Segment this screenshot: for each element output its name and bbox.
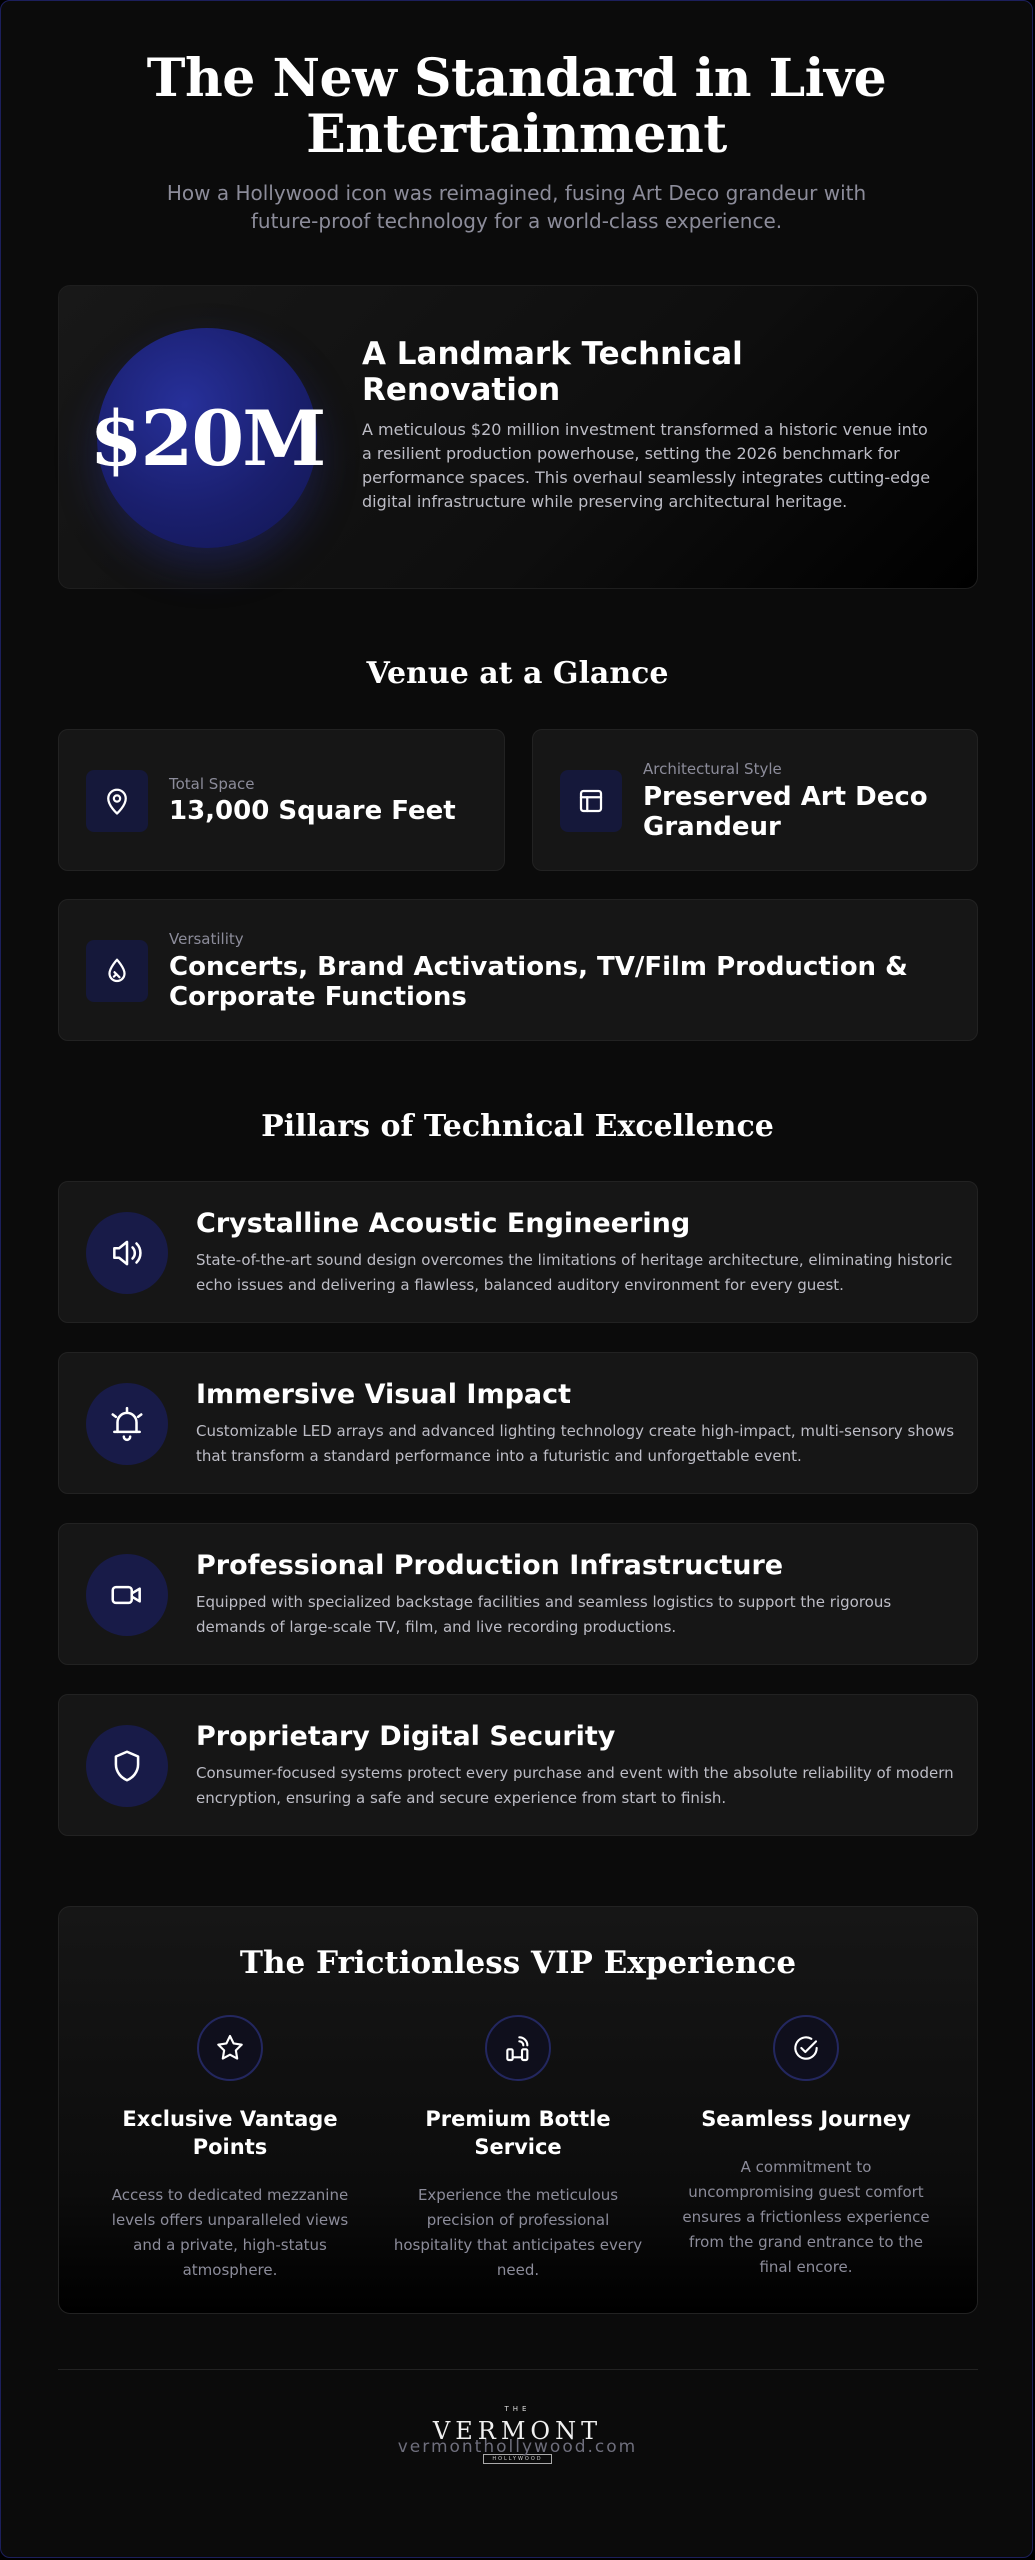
vip-section-title: The Frictionless VIP Experience (239, 1945, 797, 1981)
alarm-bell-icon (86, 1383, 168, 1465)
pillar-title: Crystalline Acoustic Engineering (196, 1208, 691, 1239)
hero-figure: $20M (89, 393, 325, 483)
vip-item-title: Exclusive Vantage Points (122, 2107, 338, 2159)
glance-section-title: Venue at a Glance (366, 656, 669, 691)
logo-name: VERMONT (432, 2417, 603, 2445)
hero-card (58, 285, 978, 589)
glance-label: Total Space (169, 775, 255, 793)
vip-item-text: A commitment to uncompromising guest comfort ensures a frictionless experience from the grand entrance to the final encore. (682, 2158, 930, 2276)
pillars-section-title: Pillars of Technical Excellence (261, 1109, 774, 1144)
pillar-text: State-of-the-art sound design overcomes the limitations of heritage architecture, eliminating historic echo issues and delivering a flawless, balanced auditory environment for every guest. (196, 1251, 953, 1294)
video-camera-icon (86, 1554, 168, 1636)
vip-card (58, 1906, 978, 2314)
pillar-title: Immersive Visual Impact (196, 1379, 572, 1410)
vip-item-journey (676, 2015, 936, 2280)
star-icon (197, 2015, 263, 2081)
shield-icon (86, 1725, 168, 1807)
location-pin-icon (86, 770, 148, 832)
glance-value: Preserved Art Deco Grandeur (643, 782, 928, 842)
pillar-title: Professional Production Infrastructure (196, 1550, 784, 1581)
glance-value: 13,000 Square Feet (169, 796, 456, 826)
vip-item-text: Access to dedicated mezzanine levels offers unparalleled views and a private, high-status atmosphere. (111, 2186, 349, 2279)
vip-item-bottle (388, 2015, 648, 2283)
drop-icon (86, 940, 148, 1002)
page-title: The New Standard in Live Entertainment (146, 48, 887, 165)
logo-the: THE (504, 2405, 531, 2413)
glance-card-total-space (58, 729, 505, 871)
speaker-icon (86, 1212, 168, 1294)
pillar-card-visual (58, 1352, 978, 1494)
pillar-card-production (58, 1523, 978, 1665)
pillar-text: Equipped with specialized backstage facilities and seamless logistics to support the rigorous demands of large-scale TV, film, and live recording productions. (196, 1593, 892, 1636)
page-header (1, 1, 1032, 235)
footer-divider (58, 2369, 978, 2370)
glance-card-architectural-style (532, 729, 978, 871)
vip-item-title: Seamless Journey (701, 2107, 911, 2131)
vip-item-title: Premium Bottle Service (425, 2107, 611, 2159)
glance-value: Concerts, Brand Activations, TV/Film Production & Corporate Functions (169, 952, 908, 1012)
footer-url[interactable]: vermonthollywood.com (397, 2437, 638, 2457)
logo-sub: HOLLYWOOD (483, 2454, 551, 2464)
glance-label: Versatility (169, 930, 244, 948)
page-subtitle: How a Hollywood icon was reimagined, fusing Art Deco grandeur with future-proof technology for a world-class experience. (166, 181, 867, 233)
pillar-text: Customizable LED arrays and advanced lighting technology create high-impact, multi-sensory shows that transform a standard performance into a futuristic and unforgettable event. (196, 1422, 955, 1465)
hero-text: A meticulous $20 million investment transformed a historic venue into a resilient production powerhouse, setting the 2026 benchmark for performance spaces. This overhaul seamlessly integrates cutting-edge digital infrastructure while preserving architectural heritage. (362, 420, 931, 511)
glance-label: Architectural Style (643, 760, 782, 778)
pillar-title: Proprietary Digital Security (196, 1721, 616, 1752)
glance-card-versatility (58, 899, 978, 1041)
pillar-card-acoustic (58, 1181, 978, 1323)
vip-item-vantage (100, 2015, 360, 2283)
pillar-card-security (58, 1694, 978, 1836)
layout-icon (560, 770, 622, 832)
hero-figure-circle (89, 328, 325, 548)
vip-item-text: Experience the meticulous precision of professional hospitality that anticipates every need. (393, 2186, 643, 2279)
pillar-text: Consumer-focused systems protect every purchase and event with the absolute reliability of modern encryption, ensuring a safe and secure experience from start to finish. (196, 1764, 954, 1807)
check-circle-icon (773, 2015, 839, 2081)
bottle-service-icon (485, 2015, 551, 2081)
hero-title: A Landmark Technical Renovation (362, 336, 743, 408)
